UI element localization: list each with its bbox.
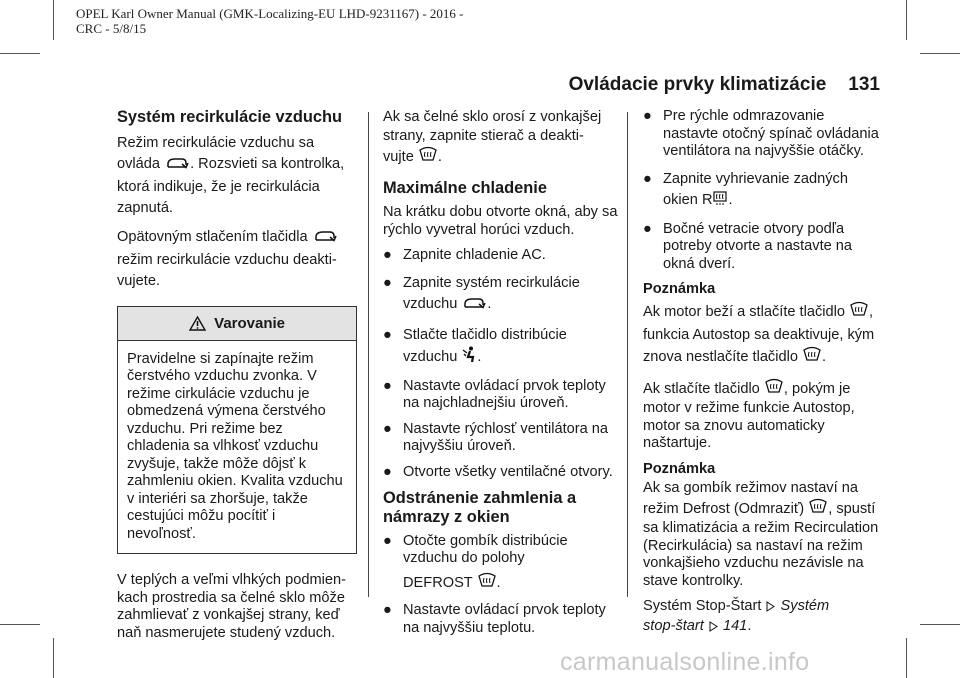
text: Nastavte ovládací prvok teploty na najchladnejšiu úroveň. xyxy=(403,377,606,411)
text: sa klimatizácia a režim Recirculation (Recirkulácia) sa nastaví na režim vonkajšieho vzduchu nezávisle na stave kontrolky. xyxy=(643,520,879,589)
text: . xyxy=(747,617,752,634)
list-item xyxy=(383,602,623,637)
text: Otočte gombík distribúcie xyxy=(403,533,568,549)
text: Bočné vetracie otvory podľa potreby otvorte a nastavte na okná dverí. xyxy=(663,220,853,272)
text: Opätovným stlačením tlačidla xyxy=(117,229,308,245)
text: DEFROST xyxy=(403,575,473,591)
text: . xyxy=(487,295,492,312)
text: Zapnite systém recirkulácie xyxy=(403,274,580,291)
windshield-defrost-icon xyxy=(419,146,437,169)
text: Ak stlačíte tlačidlo xyxy=(643,380,760,397)
text: vzduchu xyxy=(403,295,458,312)
windshield-defrost-icon xyxy=(478,572,496,594)
bullet: ● xyxy=(383,274,392,291)
text: Zapnite chladenie AC. xyxy=(403,247,546,263)
text: režim Defrost (Odmraziť) xyxy=(643,500,805,517)
list-item xyxy=(383,421,623,456)
text: Ak motor beží a stlačíte tlačidlo xyxy=(643,303,845,320)
paragraph: V teplých a veľmi vlhkých podmien-kach prostredia sa čelné sklo môže zahmlievať z vonkajšej strany, keď naň nasmerujete studený vzduch. xyxy=(117,572,346,641)
text: ovláda xyxy=(117,156,161,172)
list-item xyxy=(383,533,623,594)
text: vujte xyxy=(383,149,414,165)
reference-arrow-icon xyxy=(709,620,718,638)
windshield-defrost-icon xyxy=(809,498,827,521)
list-item xyxy=(383,464,623,482)
text: Ak sa čelné sklo orosí z vonkajšej xyxy=(383,109,602,125)
text: zapnutá. xyxy=(117,200,173,216)
text: stop-štart xyxy=(643,617,704,634)
bullet: ● xyxy=(383,377,392,394)
column-divider xyxy=(627,112,628,597)
text: motor v režime funkcie Autostop, motor sa znovu automaticky naštartuje. xyxy=(643,400,855,451)
watermark: carmanualsonline.info xyxy=(560,648,810,676)
text: ktorá indikuje, že je recirkulácia xyxy=(117,179,320,195)
text: Stlačte tlačidlo distribúcie xyxy=(403,326,567,343)
metadata-line: OPEL Karl Owner Manual (GMK-Localizing-EU LHD-9231167) - 2016 - xyxy=(76,6,464,21)
column-3 xyxy=(643,108,883,645)
paragraph: Na krátku dobu otvorte okná, aby sa rýchlo vyvetral horúci vzduch. xyxy=(383,204,618,238)
crop-mark xyxy=(53,638,54,678)
crop-mark xyxy=(906,638,907,678)
warning-title: Varovanie xyxy=(214,315,286,332)
crop-mark xyxy=(906,0,907,40)
section-heading: Maximálne chladenie xyxy=(383,179,547,197)
crop-mark xyxy=(0,624,40,625)
crop-mark xyxy=(920,624,960,625)
bullet: ● xyxy=(383,420,392,437)
crop-mark xyxy=(920,53,960,54)
note-text xyxy=(643,480,883,590)
windshield-defrost-icon xyxy=(803,346,821,370)
warning-text: Pravidelne si zapínajte režim čerstvého vzduchu zvonka. V režime cirkulácie vzduchu je obmedzená výmena čerstvého vzduchu. Pri režime bez chladenia sa vlhkosť vzduchu zvyšuje, takže môže dôjsť k zahmleniu okien. Kvalita vzduchu v interiéri sa zhoršuje, takže cestujúci môžu pocítiť i nevoľnosť. xyxy=(127,350,343,542)
text: Otvorte všetky ventilačné otvory. xyxy=(403,463,613,480)
page-number: 131 xyxy=(848,74,880,95)
list-item xyxy=(383,273,623,317)
paragraph xyxy=(117,227,357,292)
metadata-line: CRC - 5/8/15 xyxy=(76,21,147,36)
bullet: ● xyxy=(643,108,652,124)
document-metadata xyxy=(76,6,464,36)
text: 141 xyxy=(722,617,748,634)
crop-mark xyxy=(0,53,40,54)
text: . xyxy=(496,575,501,591)
list-item xyxy=(643,221,883,274)
text: , spustí xyxy=(828,500,876,517)
crop-mark xyxy=(53,0,54,40)
bullet: ● xyxy=(383,602,392,618)
text: strany, zapnite stierač a deakti- xyxy=(383,128,584,144)
column-2 xyxy=(383,108,623,645)
section-heading: Systém recirkulácie vzduchu xyxy=(117,108,343,126)
reference-arrow-icon xyxy=(766,600,775,618)
recirculation-icon xyxy=(313,229,337,250)
text: vzduchu xyxy=(403,348,458,365)
bullet: ● xyxy=(643,220,652,237)
warning-header xyxy=(118,307,356,341)
text: Zapnite vyhrievanie zadných xyxy=(663,170,848,187)
air-distribution-icon xyxy=(462,346,476,370)
text: Systém xyxy=(780,598,830,614)
bullet: ● xyxy=(383,247,392,263)
heading-line: Odstránenie zahmlenia a xyxy=(383,489,577,507)
cross-reference[interactable] xyxy=(643,598,883,637)
list-item xyxy=(643,108,883,161)
bullet: ● xyxy=(383,533,392,549)
paragraph xyxy=(383,108,623,169)
text: . xyxy=(437,149,442,165)
heading-line: námrazy z okien xyxy=(383,508,510,526)
text: znova nestlačíte tlačidlo xyxy=(643,348,798,365)
text: Ak sa gombík režimov nastaví na xyxy=(643,480,858,496)
note-text xyxy=(643,301,883,370)
text: režim recirkulácie vzduchu deakti- xyxy=(117,252,337,268)
warning-triangle-icon xyxy=(189,316,206,331)
text: okien R xyxy=(663,191,713,208)
text: . xyxy=(477,348,482,365)
recirculation-icon xyxy=(165,156,189,177)
text: Nastavte ovládací prvok teploty na najvyššiu teplotu. xyxy=(403,602,606,636)
paragraph xyxy=(643,378,883,453)
note-title: Poznámka xyxy=(643,460,716,477)
text: vujete. xyxy=(117,273,160,289)
text: , xyxy=(869,303,874,320)
text: vzduchu do polohy xyxy=(403,550,525,566)
bullet: ● xyxy=(643,170,652,187)
text: . Rozsvieti sa kontrolka, xyxy=(190,156,345,172)
rear-window-defrost-icon xyxy=(713,191,727,213)
column-divider xyxy=(368,112,369,597)
text: Nastavte rýchlosť ventilátora na najvyššiu úroveň. xyxy=(403,420,609,454)
text: Pre rýchle odmrazovanie nastavte otočný spínač ovládania ventilátora na najvyššie otáčky. xyxy=(663,108,879,159)
text: funkcia Autostop sa deaktivuje, kým xyxy=(643,326,875,343)
warning-box xyxy=(117,306,357,554)
note-title: Poznámka xyxy=(643,281,716,297)
list-item xyxy=(383,325,623,370)
text: . xyxy=(822,348,827,365)
bullet: ● xyxy=(383,326,392,343)
page-header xyxy=(569,74,880,96)
paragraph xyxy=(117,133,357,219)
section-heading xyxy=(383,489,623,527)
bullet: ● xyxy=(383,463,392,480)
list-item xyxy=(643,169,883,213)
text: Režim recirkulácie vzduchu sa xyxy=(117,135,315,151)
list-item xyxy=(383,378,623,413)
column-1 xyxy=(117,108,357,650)
text: . xyxy=(728,191,733,208)
page-title: Ovládacie prvky klimatizácie xyxy=(568,74,827,95)
windshield-defrost-icon xyxy=(765,378,783,401)
recirculation-icon xyxy=(462,296,486,317)
text: Systém Stop-Štart xyxy=(643,598,762,614)
windshield-defrost-icon xyxy=(850,301,868,325)
text: , pokým je xyxy=(783,380,851,397)
list-item xyxy=(383,247,623,265)
